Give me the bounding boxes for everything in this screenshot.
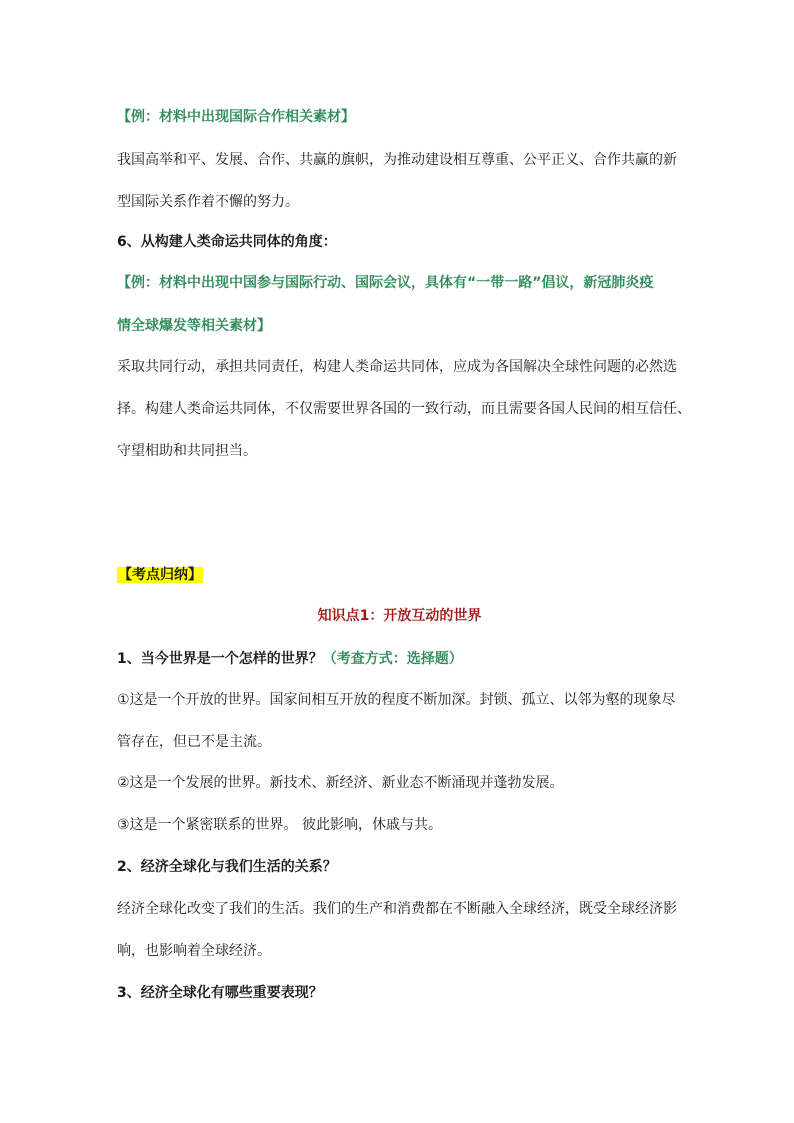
paragraph-line: ③这是一个紧密联系的世界。 彼此影响，休戚与共。 bbox=[117, 817, 442, 833]
question-heading bbox=[117, 649, 682, 669]
question-heading: 2、经济全球化与我们生活的关系？ bbox=[117, 859, 337, 875]
example-title: 【例：材料中出现国际合作相关素材】 bbox=[117, 109, 355, 125]
paragraph-line: 响，也影响着全球经济。 bbox=[117, 943, 271, 959]
summary-label-row bbox=[117, 565, 682, 585]
paragraph-line: 采取共同行动，承担共同责任，构建人类命运共同体，应成为各国解决全球性问题的必然选 bbox=[117, 359, 677, 375]
question-heading: 3、经济全球化有哪些重要表现？ bbox=[117, 985, 323, 1001]
question-text: 1、当今世界是一个怎样的世界？ bbox=[117, 651, 323, 667]
paragraph-line: ①这是一个开放的世界。国家间相互开放的程度不断加深。封锁、孤立、以邻为壑的现象尽 bbox=[117, 692, 676, 708]
question-type-note: （考查方式：选择题） bbox=[322, 651, 463, 667]
paragraph-line: 经济全球化改变了我们的生活。我们的生产和消费都在不断融入全球经济，既受全球经济影 bbox=[117, 901, 677, 917]
summary-label: 【考点归纳】 bbox=[118, 567, 202, 583]
paragraph-line: 管存在，但已不是主流。 bbox=[117, 734, 271, 750]
section-heading: 6、从构建人类命运共同体的角度： bbox=[117, 234, 337, 250]
knowledge-point-title: 知识点1：开放互动的世界 bbox=[317, 608, 482, 624]
example-title-cont: 情全球爆发等相关素材】 bbox=[117, 318, 271, 334]
paragraph-line: 型国际关系作着不懈的努力。 bbox=[117, 194, 299, 210]
paragraph-line: 我国高举和平、发展、合作、共赢的旗帜，为推动建设相互尊重、公平正义、合作共赢的新 bbox=[117, 152, 677, 168]
paragraph-line: 择。构建人类命运共同体，不仅需要世界各国的一致行动，而且需要各国人民间的相互信任、 bbox=[117, 401, 691, 417]
example-title: 【例：材料中出现中国参与国际行动、国际会议，具体有“一带一路”倡议，新冠肺炎疫 bbox=[117, 275, 654, 291]
paragraph-line: 守望相助和共同担当。 bbox=[117, 443, 257, 459]
paragraph-line: ②这是一个发展的世界。新技术、新经济、新业态不断涌现并蓬勃发展。 bbox=[117, 775, 564, 791]
